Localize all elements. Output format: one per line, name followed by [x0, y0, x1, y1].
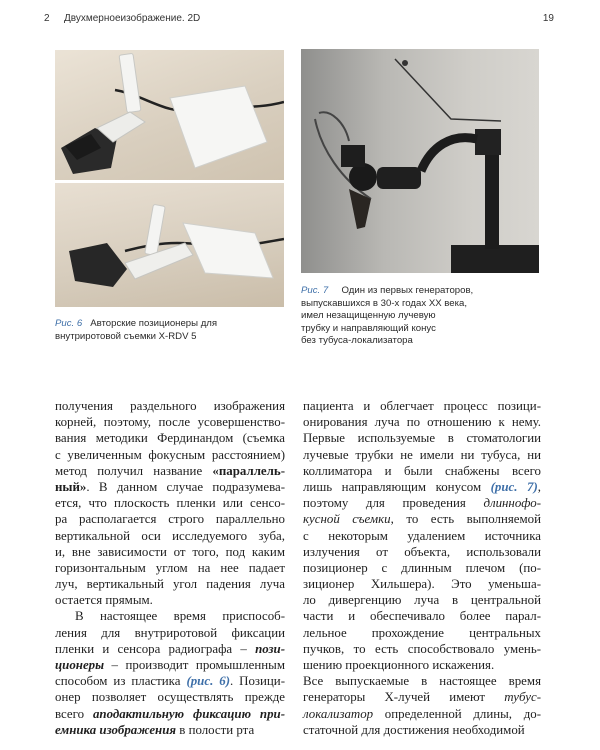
text-line: пленки и сенсора радиографа – пози- [55, 641, 285, 656]
text-line: статочной для достижения необходимой [303, 722, 525, 737]
positioner-illustration-bottom [55, 183, 284, 307]
text-line: лишь направляющим конусом (рис. 7), [303, 479, 542, 494]
text-line: онер позволяет осуществлять прежде [55, 690, 285, 705]
figure-7-caption-line-2: выпускавшихся в 30-х годах XX века, [301, 297, 468, 309]
text-line: ется, что плоскость пленки или сенсо- [55, 496, 285, 511]
text-line: излучения от объекта, использовали [303, 544, 541, 559]
text-line: пациента и облегчает процесс позици- [303, 399, 541, 413]
text-line: части и обеспечивало более парал- [303, 609, 541, 624]
text-line: корней, поэтому, после усовершенство- [55, 415, 285, 430]
body-text-right-column [303, 398, 541, 738]
page-number: 19 [542, 13, 554, 24]
text-line: с некоторым удалением источника [303, 528, 541, 543]
running-header [44, 10, 554, 28]
text-line: Первые используемые в стоматологии [303, 431, 541, 446]
text-line: позиционер с длинным плечом (по- [303, 560, 541, 575]
text-line: ло дивергенцию луча в центральной [303, 593, 541, 608]
text-line: ный». В данном случае подразумева- [55, 479, 285, 494]
figure-6-caption-line-2: внутриротовой съемки X-RDV 5 [55, 330, 197, 342]
positioner-illustration-top [55, 50, 284, 180]
text-line: получения раздельного изображения [55, 399, 285, 413]
text-line: кусной съемки, то есть выполняемой [303, 512, 541, 527]
body-text-left-column [55, 398, 285, 738]
text-line: локализатор определенной длины, до- [303, 706, 541, 721]
text-line: ционеры – производит промышленным [55, 658, 285, 672]
text-line: всего аподактильную фиксацию при- [55, 706, 285, 721]
figure-6-caption [55, 318, 285, 343]
figure-6-photo-top [55, 50, 284, 180]
figure-6-label: Рис. 6 [55, 318, 83, 329]
text-line: лучевые трубки не имели ни тубуса, ни [303, 447, 541, 462]
chapter-number: 2 [44, 13, 50, 24]
text-line: горизонтальным углом на нее падает [55, 560, 285, 575]
text-line: зиционер Хильшера). Это уменьша- [303, 577, 541, 592]
text-line: генераторы Х-лучей имеют тубус- [303, 690, 541, 705]
text-line: ления для внутриротовой фиксации [55, 625, 285, 640]
figure-7-caption-line-3: имел незащищенную лучевую [301, 310, 436, 322]
text-line: пучков, то есть способствовало умень- [303, 641, 541, 656]
figure-6-caption-line-1: Авторские позиционеры для [90, 318, 218, 329]
text-line: и, вне зависимости от того, под каким [55, 544, 285, 559]
text-line: шению проекционного искажения. [303, 658, 495, 672]
text-line: луч, вертикальный угол падения луча [55, 577, 285, 592]
figure-7-photo [301, 49, 539, 273]
text-line: метод получил название «параллель- [55, 463, 285, 478]
text-line: В настоящее время приспособ- [75, 609, 285, 624]
text-line: онирования луча по отношению к нему. [303, 415, 541, 430]
text-line: лельное прохождение центральных [303, 625, 541, 640]
figure-7-caption-line-4: трубку и направляющий конус [301, 322, 436, 334]
text-line: емника изображения в полости рта [55, 722, 255, 737]
figure-7-caption-line-5: без тубуса-локализатора [301, 335, 413, 347]
text-line: способом из пластика (рис. 6). Позици- [55, 674, 285, 689]
text-line: Все выпускаемые в настоящее время [303, 674, 541, 689]
text-line: с увеличенным фокусным расстоянием) [55, 447, 285, 462]
text-line: поэтому для проведения длиннофо- [303, 496, 541, 511]
text-line: ра располагается строго параллельно [55, 512, 285, 527]
figure-6-photo-bottom [55, 183, 284, 307]
figure-7-caption [301, 285, 541, 348]
figure-7-label: Рис. 7 [301, 285, 329, 296]
text-line: вертикальной оси исследуемого зуба, [55, 528, 285, 543]
text-line: вания методики Фердинандом (съемка [55, 431, 285, 446]
figure-7-caption-line-1: Один из первых генераторов, [341, 285, 474, 296]
text-line: коллиматора и были снабжены всего [303, 463, 541, 478]
chapter-title: Двухмерноеизображение. 2D [64, 13, 201, 24]
text-line: остается прямым. [55, 593, 153, 608]
xray-generator-illustration [301, 49, 539, 273]
